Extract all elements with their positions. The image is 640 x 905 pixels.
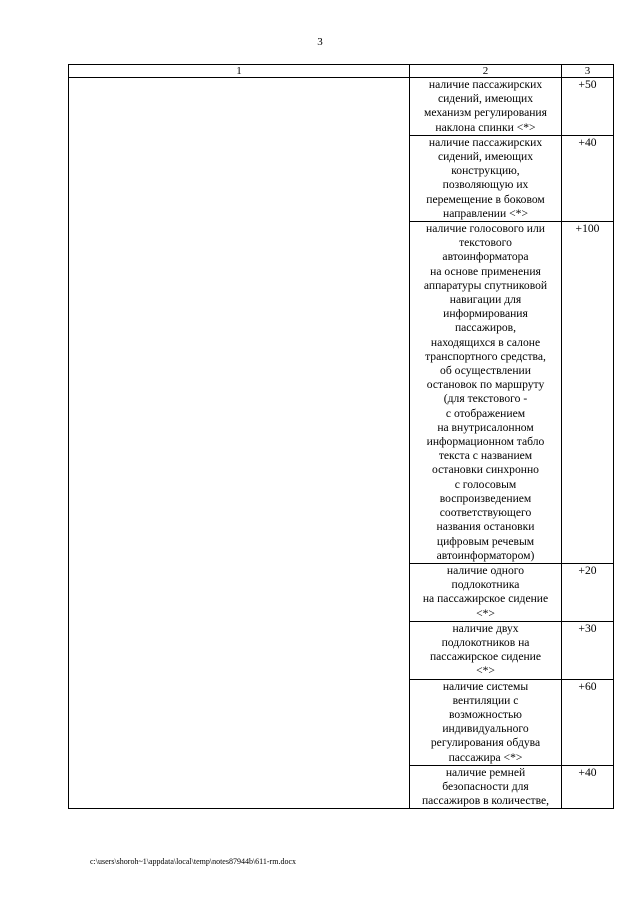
score-cell: +40 <box>562 765 614 809</box>
score-cell: +30 <box>562 621 614 679</box>
column-header-1: 1 <box>69 65 410 78</box>
criterion-cell: наличие системы вентиляции с возможностью индивидуального регулирования обдува пассажира <*> <box>410 679 562 765</box>
column-header-3: 3 <box>562 65 614 78</box>
score-cell: +100 <box>562 222 614 564</box>
table-row <box>69 78 614 136</box>
column-header-2: 2 <box>410 65 562 78</box>
score-cell: +40 <box>562 135 614 221</box>
table-header-row <box>69 65 614 78</box>
criteria-table <box>68 64 614 809</box>
criterion-cell: наличие одного подлокотника на пассажирское сидение <*> <box>410 563 562 621</box>
criterion-cell: наличие пассажирских сидений, имеющих конструкцию, позволяющую их перемещение в боковом направлении <*> <box>410 135 562 221</box>
criterion-cell: наличие ремней безопасности для пассажиров в количестве, <box>410 765 562 809</box>
criterion-cell: наличие голосового или текстового автоинформатора на основе применения аппаратуры спутниковой навигации для информирования пассажиров, находящихся в салоне транспортного средства, об осуществлении остановок по маршруту (для текстового - с отображением на внутрисалонном информационном табло текста с названием остановки синхронно с голосовым воспроизведением соответствующего названия остановки цифровым речевым автоинформатором) <box>410 222 562 564</box>
score-cell: +20 <box>562 563 614 621</box>
footer-file-path: c:\users\shoroh~1\appdata\local\temp\notes87944b\611-rm.docx <box>90 857 296 866</box>
score-cell: +50 <box>562 78 614 136</box>
page-number: 3 <box>317 36 323 48</box>
score-cell: +60 <box>562 679 614 765</box>
criterion-cell: наличие двух подлокотников на пассажирское сидение <*> <box>410 621 562 679</box>
column-1-cell <box>69 78 410 809</box>
criterion-cell: наличие пассажирских сидений, имеющих механизм регулирования наклона спинки <*> <box>410 78 562 136</box>
